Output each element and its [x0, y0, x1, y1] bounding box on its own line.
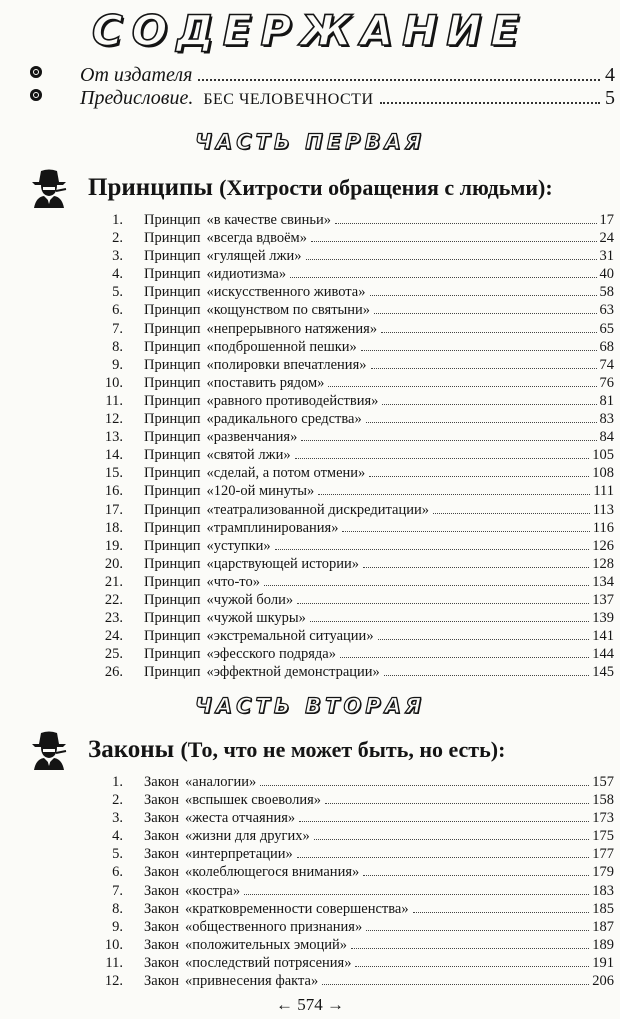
entry-name: «поставить рядом»: [206, 374, 325, 391]
entry-number: 26.: [104, 664, 123, 681]
entry-name: «уступки»: [206, 537, 271, 554]
entry-page: 183: [592, 882, 614, 899]
entry-name: «аналогии»: [185, 774, 257, 790]
dot-leader: [380, 102, 601, 104]
toc-entry[interactable]: [92, 973, 614, 991]
entry-page: 108: [592, 465, 614, 482]
entry-page: 145: [592, 664, 614, 681]
entry-name: «эффектной демонстрации»: [206, 664, 380, 681]
toc-entry[interactable]: [92, 393, 614, 411]
dot-leader: [340, 657, 589, 658]
entry-title: От издателя: [80, 64, 193, 86]
entry-number: 19.: [104, 537, 123, 554]
entry-number: 1.: [112, 774, 123, 790]
entry-name: «кощунством по святыни»: [206, 302, 371, 319]
entry-number: 8.: [112, 338, 123, 355]
entry-name: «последствий потрясения»: [185, 954, 352, 971]
entry-page: 137: [592, 591, 614, 608]
dot-leader: [366, 930, 589, 931]
entry-page: 185: [592, 900, 614, 917]
entry-page: 157: [592, 774, 614, 790]
entry-number: 20.: [104, 555, 123, 572]
entry-page: 81: [599, 392, 614, 409]
entry-page: 179: [592, 864, 614, 881]
entry-number: 25.: [104, 646, 123, 663]
entry-keyword: Принцип: [144, 302, 201, 319]
dot-leader: [299, 821, 589, 822]
entry-name: «экстремальной ситуации»: [206, 628, 374, 645]
principles-list: [92, 212, 614, 682]
entry-number: 4.: [112, 828, 123, 845]
entry-keyword: Закон: [144, 828, 180, 845]
dot-leader: [198, 79, 600, 81]
dot-leader: [328, 386, 596, 387]
dot-leader: [384, 675, 589, 676]
entry-subtitle: БЕС ЧЕЛОВЕЧНОСТИ: [203, 91, 374, 108]
entry-keyword: Закон: [144, 900, 180, 917]
toc-entry[interactable]: [92, 592, 614, 610]
entry-keyword: Принцип: [144, 519, 201, 536]
toc-entry[interactable]: [92, 937, 614, 955]
entry-keyword: Принцип: [144, 555, 201, 572]
dot-leader: [374, 313, 596, 314]
part-one-heading: ЧАСТЬ ПЕРВАЯ: [194, 130, 426, 154]
entry-name: «идиотизма»: [206, 266, 287, 283]
entry-keyword: Закон: [144, 882, 180, 899]
entry-name: «равного противодействия»: [206, 392, 379, 409]
entry-name: «чужой шкуры»: [206, 610, 306, 627]
entry-name: «жизни для других»: [185, 828, 310, 845]
entry-name: «царствующей истории»: [206, 555, 360, 572]
toc-entry[interactable]: [92, 212, 614, 230]
entry-title: Предисловие.: [80, 87, 194, 109]
entry-name: «гулящей лжи»: [206, 248, 302, 265]
entry-number: 18.: [104, 519, 123, 536]
toc-entry[interactable]: [92, 574, 614, 592]
entry-keyword: Закон: [144, 918, 180, 935]
entry-name: «радикального средства»: [206, 411, 362, 428]
entry-number: 6.: [112, 864, 123, 881]
toc-entry[interactable]: [92, 646, 614, 664]
entry-number: 9.: [112, 356, 123, 373]
entry-keyword: Закон: [144, 792, 180, 809]
dot-leader: [369, 476, 589, 477]
entry-keyword: Принцип: [144, 537, 201, 554]
entry-number: 1.: [112, 212, 123, 228]
entry-number: 23.: [104, 610, 123, 627]
entry-page: 58: [599, 284, 614, 301]
entry-name: «костра»: [185, 882, 241, 899]
entry-number: 2.: [112, 230, 123, 247]
entry-number: 3.: [112, 248, 123, 265]
toc-entry-publisher[interactable]: [30, 64, 615, 87]
entry-name: «положительных эмоций»: [185, 936, 348, 953]
entry-keyword: Принцип: [144, 429, 201, 446]
entry-number: 15.: [104, 465, 123, 482]
ornament-bullet-icon: [30, 66, 42, 78]
toc-entry[interactable]: [92, 774, 614, 792]
dot-leader: [318, 494, 590, 495]
entry-keyword: Принцип: [144, 447, 201, 464]
entry-page: 173: [592, 810, 614, 827]
toc-entry[interactable]: [92, 538, 614, 556]
laws-list: [92, 774, 614, 991]
dot-leader: [297, 603, 589, 604]
entry-number: 11.: [105, 392, 123, 409]
dot-leader: [314, 839, 590, 840]
dot-leader: [264, 585, 589, 586]
entry-number: 21.: [104, 573, 123, 590]
section-laws-header: [30, 730, 615, 770]
entry-number: 6.: [112, 302, 123, 319]
toc-entry[interactable]: [92, 556, 614, 574]
entry-page: 5: [605, 87, 615, 109]
entry-name: «подброшенной пешки»: [206, 338, 357, 355]
entry-name: «полировки впечатления»: [206, 356, 367, 373]
entry-keyword: Закон: [144, 936, 180, 953]
dot-leader: [297, 857, 590, 858]
entry-keyword: Принцип: [144, 248, 201, 265]
entry-name: «в качестве свиньи»: [206, 212, 332, 228]
entry-page: 177: [592, 846, 614, 863]
toc-entry[interactable]: [92, 919, 614, 937]
entry-page: 68: [599, 338, 614, 355]
toc-entry[interactable]: [92, 302, 614, 320]
entry-name: «привнесения факта»: [185, 973, 319, 990]
entry-keyword: Закон: [144, 954, 180, 971]
entry-name: «вспышек своеволия»: [185, 792, 322, 809]
dot-leader: [244, 894, 589, 895]
entry-page: 40: [599, 266, 614, 283]
entry-number: 13.: [104, 429, 123, 446]
entry-number: 9.: [112, 918, 123, 935]
dot-leader: [381, 332, 596, 333]
entry-page: 126: [592, 537, 614, 554]
toc-entry[interactable]: [92, 610, 614, 628]
entry-keyword: Принцип: [144, 628, 201, 645]
toc-entry[interactable]: [92, 955, 614, 973]
toc-entry[interactable]: [92, 411, 614, 429]
entry-name: «развенчания»: [206, 429, 298, 446]
dot-leader: [361, 350, 597, 351]
entry-name: «трамплинирования»: [206, 519, 339, 536]
ornament-bullet-icon: [30, 89, 42, 101]
toc-entry[interactable]: [92, 502, 614, 520]
entry-keyword: Принцип: [144, 483, 201, 500]
entry-page: 113: [592, 501, 614, 518]
entry-keyword: Принцип: [144, 591, 201, 608]
toc-entry[interactable]: [92, 357, 614, 375]
entry-name: «общественного признания»: [185, 918, 363, 935]
dot-leader: [260, 785, 589, 786]
dot-leader: [363, 875, 589, 876]
toc-entry[interactable]: [92, 846, 614, 864]
entry-number: 11.: [105, 954, 123, 971]
entry-keyword: Закон: [144, 810, 180, 827]
toc-entry[interactable]: [92, 447, 614, 465]
entry-keyword: Принцип: [144, 230, 201, 247]
entry-page: 141: [592, 628, 614, 645]
entry-keyword: Закон: [144, 864, 180, 881]
entry-page: 158: [592, 792, 614, 809]
dot-leader: [370, 295, 597, 296]
front-matter: [30, 64, 615, 110]
toc-entry[interactable]: [92, 429, 614, 447]
entry-number: 22.: [104, 591, 123, 608]
toc-entry[interactable]: [92, 230, 614, 248]
entry-page: 31: [599, 248, 614, 265]
entry-name: «колеблющегося внимания»: [185, 864, 360, 881]
entry-number: 24.: [104, 628, 123, 645]
entry-page: 17: [599, 212, 614, 228]
entry-number: 12.: [104, 973, 123, 990]
dot-leader: [366, 422, 597, 423]
dot-leader: [311, 241, 597, 242]
entry-page: 189: [592, 936, 614, 953]
entry-keyword: Принцип: [144, 501, 201, 518]
dot-leader: [371, 368, 597, 369]
entry-keyword: Принцип: [144, 610, 201, 627]
entry-page: 105: [592, 447, 614, 464]
entry-page: 65: [599, 320, 614, 337]
toc-entry[interactable]: [92, 792, 614, 810]
section-title: Принципы (Хитрости обращения с людьми):: [88, 174, 553, 201]
entry-number: 5.: [112, 846, 123, 863]
dot-leader: [355, 966, 589, 967]
entry-number: 7.: [112, 882, 123, 899]
entry-page: 206: [592, 973, 614, 990]
toc-entry[interactable]: [92, 883, 614, 901]
entry-keyword: Принцип: [144, 266, 201, 283]
dot-leader: [382, 404, 596, 405]
entry-keyword: Принцип: [144, 465, 201, 482]
entry-keyword: Закон: [144, 973, 180, 990]
entry-page: 191: [592, 954, 614, 971]
entry-name: «что-то»: [206, 573, 260, 590]
entry-page: 187: [592, 918, 614, 935]
dot-leader: [322, 984, 589, 985]
entry-keyword: Принцип: [144, 374, 201, 391]
entry-page: 84: [599, 429, 614, 446]
dot-leader: [351, 948, 589, 949]
page-footer: [0, 995, 620, 1015]
entry-number: 10.: [104, 374, 123, 391]
dot-leader: [335, 223, 596, 224]
entry-keyword: Принцип: [144, 411, 201, 428]
entry-keyword: Принцип: [144, 356, 201, 373]
entry-number: 2.: [112, 792, 123, 809]
dot-leader: [275, 549, 590, 550]
entry-number: 7.: [112, 320, 123, 337]
dot-leader: [290, 277, 596, 278]
entry-name: «чужой боли»: [206, 591, 294, 608]
entry-number: 14.: [104, 447, 123, 464]
entry-keyword: Принцип: [144, 392, 201, 409]
toc-entry[interactable]: [92, 483, 614, 501]
dot-leader: [378, 639, 590, 640]
entry-keyword: Принцип: [144, 664, 201, 681]
entry-page: 83: [599, 411, 614, 428]
toc-entry[interactable]: [92, 321, 614, 339]
toc-entry[interactable]: [92, 664, 614, 682]
entry-page: 175: [592, 828, 614, 845]
entry-number: 16.: [104, 483, 123, 500]
entry-page: 139: [592, 610, 614, 627]
dot-leader: [433, 513, 590, 514]
entry-page: 144: [592, 646, 614, 663]
toc-entry[interactable]: [92, 266, 614, 284]
toc-entry[interactable]: [92, 248, 614, 266]
toc-entry[interactable]: [92, 864, 614, 882]
entry-name: «кратковременности совершенства»: [185, 900, 409, 917]
entry-name: «жеста отчаяния»: [185, 810, 296, 827]
toc-entry[interactable]: [92, 901, 614, 919]
page-number: 574: [297, 995, 323, 1014]
toc-entry[interactable]: [92, 520, 614, 538]
dot-leader: [301, 440, 596, 441]
entry-number: 10.: [104, 936, 123, 953]
dot-leader: [306, 259, 597, 260]
entry-keyword: Принцип: [144, 320, 201, 337]
entry-name: «непрерывного натяжения»: [206, 320, 378, 337]
entry-page: 76: [599, 374, 614, 391]
arrow-right-icon: →: [327, 995, 344, 1014]
part-two-heading: ЧАСТЬ ВТОРАЯ: [194, 694, 426, 718]
entry-name: «сделай, а потом отмени»: [206, 465, 366, 482]
entry-keyword: Принцип: [144, 212, 201, 228]
toc-entry[interactable]: [92, 375, 614, 393]
entry-page: 74: [599, 356, 614, 373]
man-in-hat-icon: [30, 730, 68, 770]
entry-keyword: Закон: [144, 774, 180, 790]
page-title: СОДЕРЖАНИЕ: [91, 6, 529, 55]
toc-entry[interactable]: [92, 828, 614, 846]
entry-name: «эфесского подряда»: [206, 646, 336, 663]
entry-name: «интерпретации»: [185, 846, 293, 863]
toc-entry[interactable]: [92, 465, 614, 483]
dot-leader: [295, 458, 590, 459]
entry-keyword: Принцип: [144, 646, 201, 663]
entry-number: 4.: [112, 266, 123, 283]
dot-leader: [413, 912, 590, 913]
dot-leader: [325, 803, 589, 804]
entry-page: 116: [592, 519, 614, 536]
arrow-left-icon: ←: [276, 995, 293, 1014]
toc-entry[interactable]: [92, 284, 614, 302]
toc-entry[interactable]: [92, 339, 614, 357]
toc-entry-preface[interactable]: [30, 87, 615, 110]
man-in-hat-icon: [30, 168, 68, 208]
entry-keyword: Принцип: [144, 573, 201, 590]
entry-page: 128: [592, 555, 614, 572]
toc-entry[interactable]: [92, 628, 614, 646]
entry-number: 5.: [112, 284, 123, 301]
entry-name: «120-ой минуты»: [206, 483, 315, 500]
entry-number: 3.: [112, 810, 123, 827]
entry-page: 24: [599, 230, 614, 247]
dot-leader: [363, 567, 589, 568]
entry-keyword: Закон: [144, 846, 180, 863]
entry-page: 4: [605, 64, 615, 86]
entry-number: 8.: [112, 900, 123, 917]
entry-number: 12.: [104, 411, 123, 428]
entry-page: 134: [592, 573, 614, 590]
toc-entry[interactable]: [92, 810, 614, 828]
entry-keyword: Принцип: [144, 284, 201, 301]
entry-page: 111: [593, 483, 614, 500]
dot-leader: [342, 531, 589, 532]
entry-name: «всегда вдвоём»: [206, 230, 307, 247]
section-principles-header: [30, 168, 615, 208]
entry-name: «святой лжи»: [206, 447, 291, 464]
entry-name: «искусственного живота»: [206, 284, 366, 301]
entry-keyword: Принцип: [144, 338, 201, 355]
entry-number: 17.: [104, 501, 123, 518]
dot-leader: [310, 621, 589, 622]
section-title: Законы (То, что не может быть, но есть):: [88, 736, 506, 763]
entry-page: 63: [599, 302, 614, 319]
entry-name: «театрализованной дискредитации»: [206, 501, 429, 518]
